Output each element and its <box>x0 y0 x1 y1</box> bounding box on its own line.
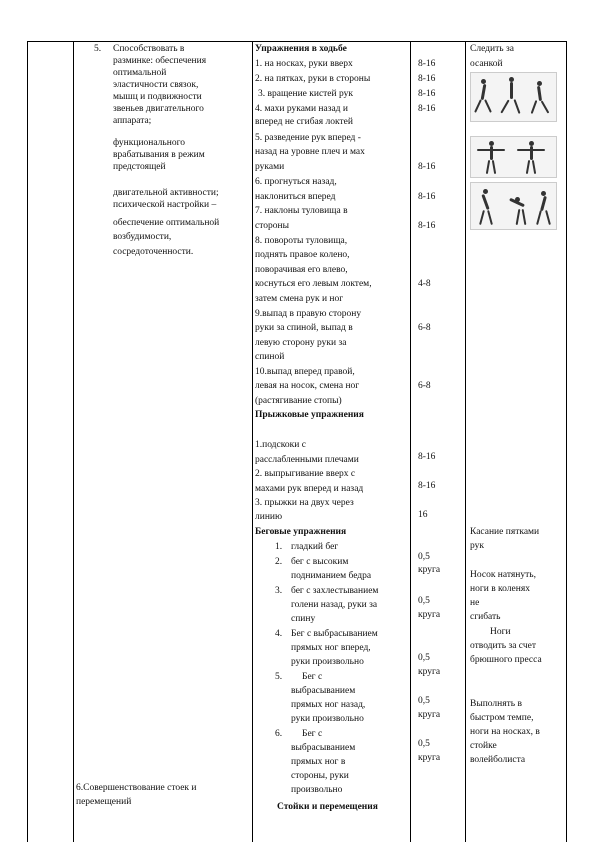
exercise-line: махами рук вперед и назад <box>255 484 364 494</box>
exercise-line: 5. разведение рук вперед - <box>255 133 361 143</box>
exercise-line: левую сторону руки за <box>255 338 347 348</box>
dosage-value: 8-16 <box>418 221 436 231</box>
run-item-line: руки произвольно <box>291 714 364 724</box>
dosage-value: круга <box>418 565 441 575</box>
run-item-line: стороны, руки <box>291 771 349 781</box>
exercise-line: 3. прыжки на двух через <box>255 498 354 508</box>
run-heading: Беговые упражнения <box>255 527 347 537</box>
run-item-line: Бег с <box>302 729 323 739</box>
run-item-number: 1. <box>275 542 283 552</box>
run-item-number: 3. <box>275 586 283 596</box>
note-line: брюшного пресса <box>470 655 542 665</box>
exercise-line: 2. на пятках, руки в стороны <box>255 74 371 84</box>
dosage-value: 0,5 <box>418 596 430 606</box>
goal-line: психической настройки – <box>113 200 217 210</box>
exercise-line: расслабленными плечами <box>255 455 359 465</box>
table-border-col4 <box>465 41 466 842</box>
goal-number: 5. <box>94 44 102 54</box>
run-item-line: прямых ног вперед, <box>291 643 371 653</box>
dosage-value: 8-16 <box>418 481 436 491</box>
note-line: быстром темпе, <box>470 713 534 723</box>
exercise-line: линию <box>255 512 283 522</box>
dosage-value: 16 <box>418 510 428 520</box>
note-line: стойке <box>470 741 497 751</box>
run-item-number: 4. <box>275 629 283 639</box>
exercise-line: 1.подскоки с <box>255 440 306 450</box>
run-item-line: спину <box>291 614 316 624</box>
dosage-value: круга <box>418 710 441 720</box>
dosage-value: 8-16 <box>418 74 436 84</box>
exercise-line: 10.выпад вперед правой, <box>255 367 355 377</box>
note-line: Ноги <box>490 627 511 637</box>
walk-heading: Упражнения в ходьбе <box>255 44 347 54</box>
exercise-line: поднять правое колено, <box>255 250 350 260</box>
note-line: ноги в коленях <box>470 584 530 594</box>
exercise-line: 2. выпрыгивание вверх с <box>255 469 356 479</box>
table-border-right <box>566 41 567 842</box>
exercise-line: коснуться его левым локтем, <box>255 279 372 289</box>
goal-line: предстоящей <box>113 162 166 172</box>
goal-line: функционального <box>113 138 185 148</box>
goal-line: двигательной активности; <box>113 188 219 198</box>
note-line: не <box>470 598 480 608</box>
goal-line: эластичности связок, <box>113 80 199 90</box>
run-item-number: 6. <box>275 729 283 739</box>
run-item-line: бег с захлестыванием <box>291 586 379 596</box>
exercise-line: 9.выпад в правую сторону <box>255 309 362 319</box>
note-line: Носок натянуть, <box>470 570 536 580</box>
note-line: отводить за счет <box>470 641 536 651</box>
exercise-illustration <box>470 136 557 178</box>
table-top-border <box>27 41 567 42</box>
exercise-line: 8. повороты туловища, <box>255 236 348 246</box>
goal-line: звеньев двигательного <box>113 104 204 114</box>
run-item-line: Бег с <box>302 672 323 682</box>
dosage-value: 0,5 <box>418 653 430 663</box>
exercise-line: вперед не сгибая локтей <box>255 117 353 127</box>
exercise-line: наклониться вперед <box>255 192 336 202</box>
dosage-value: 0,5 <box>418 552 430 562</box>
note-line: осанкой <box>470 59 503 69</box>
exercise-line: 4. махи руками назад и <box>255 104 348 114</box>
dosage-value: 8-16 <box>418 59 436 69</box>
run-item-number: 5. <box>275 672 283 682</box>
run-item-line: подниманием бедра <box>291 571 372 581</box>
run-item-line: руки произвольно <box>291 657 364 667</box>
dosage-value: 8-16 <box>418 162 436 172</box>
dosage-value: 8-16 <box>418 89 436 99</box>
goal-line: оптимальной <box>113 68 167 78</box>
exercise-line: поворачивая его влево, <box>255 265 348 275</box>
note-line: волейболиста <box>470 755 526 765</box>
exercise-line: руки за спиной, выпад в <box>255 323 353 333</box>
run-item-line: голени назад, руки за <box>291 600 378 610</box>
dosage-value: 6-8 <box>418 381 431 391</box>
exercise-line: затем смена рук и ног <box>255 294 344 304</box>
exercise-line: (растягивание стопы) <box>255 396 342 406</box>
run-item-line: Бег с выбрасыванием <box>291 629 378 639</box>
run-item-line: произвольно <box>291 785 343 795</box>
exercise-illustration <box>470 182 557 230</box>
exercise-line: стороны <box>255 221 289 231</box>
dosage-value: 4-8 <box>418 279 431 289</box>
exercise-line: 1. на носках, руки вверх <box>255 59 353 69</box>
dosage-value: 8-16 <box>418 192 436 202</box>
run-item-line: выбрасыванием <box>291 743 356 753</box>
dosage-value: 8-16 <box>418 104 436 114</box>
exercise-line: назад на уровне плеч и мах <box>255 147 365 157</box>
dosage-value: 0,5 <box>418 739 430 749</box>
dosage-value: круга <box>418 667 441 677</box>
goal-line: Способствовать в <box>113 44 185 54</box>
note-line: ноги на носках, в <box>470 727 540 737</box>
dosage-value: 6-8 <box>418 323 431 333</box>
run-item-line: гладкий бег <box>291 542 339 552</box>
table-border-col3 <box>410 41 411 842</box>
exercise-line: спиной <box>255 352 285 362</box>
goal-line: возбудимости, <box>113 232 172 242</box>
run-item-number: 2. <box>275 557 283 567</box>
dosage-value: круга <box>418 610 441 620</box>
goal-line: мышц и подвижности <box>113 92 202 102</box>
run-item-line: выбрасыванием <box>291 686 356 696</box>
note-line: Касание пятками <box>470 527 540 537</box>
note-line: Выполнять в <box>470 699 522 709</box>
table-border-col1 <box>73 41 74 842</box>
note-line: сгибать <box>470 612 501 622</box>
goal-line: разминке: обеспечения <box>113 56 207 66</box>
stance-heading: Стойки и перемещения <box>277 802 378 812</box>
run-item-line: бег с высоким <box>291 557 349 567</box>
dosage-value: 8-16 <box>418 452 436 462</box>
goal-line: врабатывания в режим <box>113 150 205 160</box>
table-border-left <box>27 41 28 842</box>
goal-line: сосредоточенности. <box>113 247 194 257</box>
goal-line: обеспечение оптимальной <box>113 218 220 228</box>
exercise-line: руками <box>255 162 285 172</box>
note-line: рук <box>470 541 484 551</box>
exercise-line: 3. вращение кистей рук <box>258 89 353 99</box>
exercise-line: левая на носок, смена ног <box>255 381 360 391</box>
dosage-value: 0,5 <box>418 696 430 706</box>
run-item-line: прямых ног назад, <box>291 700 366 710</box>
exercise-line: 7. наклоны туловища в <box>255 206 348 216</box>
goal-line-bottom: перемещений <box>76 797 132 807</box>
run-item-line: прямых ног в <box>291 757 346 767</box>
exercise-line: 6. прогнуться назад, <box>255 177 337 187</box>
note-line: Следить за <box>470 44 514 54</box>
jump-heading: Прыжковые упражнения <box>255 410 364 420</box>
dosage-value: круга <box>418 753 441 763</box>
goal-line: аппарата; <box>113 116 152 126</box>
table-border-col2 <box>252 41 253 842</box>
exercise-illustration <box>470 72 557 122</box>
goal-line-bottom: 6.Совершенствование стоек и <box>76 783 197 793</box>
